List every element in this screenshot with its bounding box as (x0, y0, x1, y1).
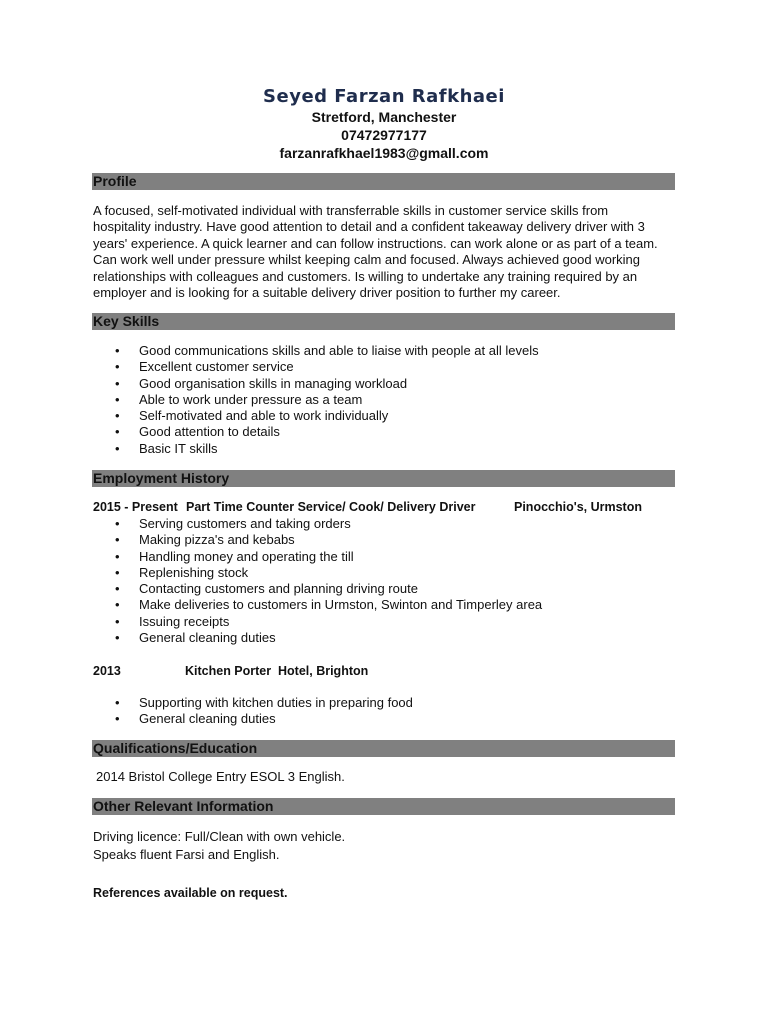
job-2-employer: Hotel, Brighton (278, 664, 369, 678)
list-item: • Basic IT skills (93, 441, 539, 457)
profile-line: hospitality industry. Have good attention to detail and a confident takeaway delivery driver with 3 (93, 219, 645, 235)
list-item: • Good communications skills and able to liaise with people at all levels (93, 343, 539, 359)
profile-line: A focused, self-motivated individual with transferrable skills in customer service skills from (93, 203, 609, 218)
list-item: • Make deliveries to customers in Urmston, Swinton and Timperley area (93, 597, 542, 613)
section-heading-employment: Employment History (92, 470, 675, 487)
profile-line: years' experience. A quick learner and can follow instructions. can work alone or as part of a team. (93, 235, 658, 251)
list-item: • Excellent customer service (93, 359, 539, 375)
section-heading-profile: Profile (92, 173, 675, 190)
job-1-duties (93, 516, 542, 646)
job-1-title: Part Time Counter Service/ Cook/ Delivery Driver (186, 500, 476, 514)
section-heading-key-skills: Key Skills (92, 313, 675, 330)
list-item: • Supporting with kitchen duties in preparing food (93, 695, 413, 711)
list-item: • Making pizza's and kebabs (93, 532, 542, 548)
skills-list (93, 343, 539, 457)
list-item: • Replenishing stock (93, 565, 542, 581)
list-item: • General cleaning duties (93, 711, 413, 727)
profile-line: relationships with colleagues and customers. Is willing to undertake any training required by an (93, 268, 638, 284)
list-item: • Handling money and operating the till (93, 549, 542, 565)
candidate-phone: 07472977177 (341, 127, 427, 143)
list-item: • General cleaning duties (93, 630, 542, 646)
profile-line: employer and is looking for a suitable delivery driver position to further my career. (93, 285, 561, 301)
references-note: References available on request. (93, 886, 288, 900)
list-item: • Issuing receipts (93, 614, 542, 630)
profile-line: Can work well under pressure whilst keeping calm and focused. Always achieved good working (93, 252, 641, 268)
candidate-location: Stretford, Manchester (311, 109, 457, 125)
list-item: • Serving customers and taking orders (93, 516, 542, 532)
list-item: • Able to work under pressure as a team (93, 392, 539, 408)
job-2-duties (93, 695, 413, 728)
job-1-employer: Pinocchio's, Urmston (514, 500, 642, 514)
section-heading-qualifications: Qualifications/Education (92, 740, 675, 757)
list-item: • Contacting customers and planning driving route (93, 581, 542, 597)
candidate-name: Seyed Farzan Rafkhaei (263, 86, 505, 107)
resume-header (0, 86, 768, 162)
list-item: • Self-motivated and able to work individually (93, 408, 539, 424)
section-heading-other: Other Relevant Information (92, 798, 675, 815)
other-info-line: Driving licence: Full/Clean with own vehicle. (93, 829, 346, 844)
list-item: • Good attention to details (93, 424, 539, 440)
qualification-entry: 2014 Bristol College Entry ESOL 3 English. (96, 769, 345, 784)
other-info-line: Speaks fluent Farsi and English. (93, 847, 280, 862)
job-2-title: Kitchen Porter (185, 664, 272, 678)
job-2-dates: 2013 (93, 664, 121, 678)
list-item: • Good organisation skills in managing workload (93, 376, 539, 392)
job-1-dates: 2015 - Present (93, 500, 178, 514)
profile-paragraph (93, 203, 678, 301)
candidate-email: farzanrafkhael1983@gmall.com (279, 145, 489, 161)
